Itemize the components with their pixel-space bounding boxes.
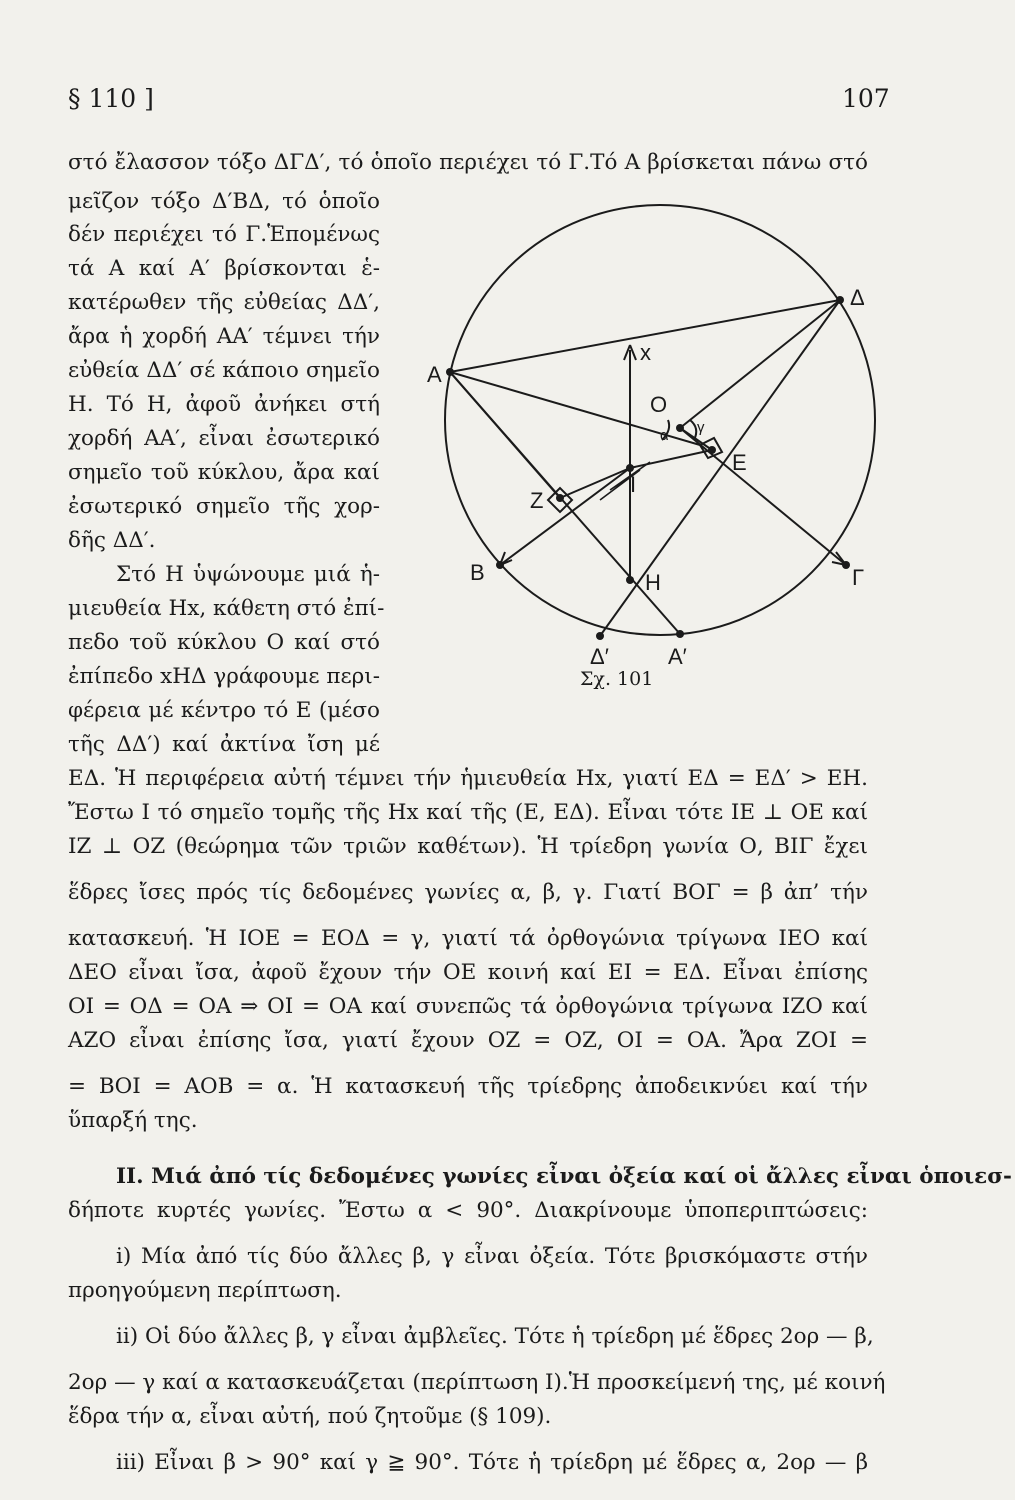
text-line: προηγούμενη περίπτωση. [68,1278,342,1303]
text-line: Η. Τό Η, ἀφοῦ ἀνήκει στή [68,392,380,417]
text-line: τά Α καί Α′ βρίσκονται ἑ- [68,256,380,281]
label-a-small: α [660,427,669,444]
text-line: ΟΙ = ΟΔ = ΟΑ ⇒ ΟΙ = ΟΑ καί συνεπῶς τά ὀρθογώνια τρίγωνα ΙΖΟ καί [68,994,868,1019]
arc-gamma [690,420,696,440]
line-a-z [450,372,560,498]
text-line: κατέρωθεν τῆς εὐθείας ΔΔ′, [68,290,380,315]
line-o-e [680,428,712,450]
point-o [676,424,684,432]
line-a-e [450,372,700,445]
text-line: κατασκευή. Ἡ ΙΟΕ = ΕΟΔ = γ, γιατί τά ὀρθογώνια τρίγωνα ΙΕΟ καί [68,926,868,951]
arrow-gamma [832,552,846,565]
point-e [708,446,716,454]
text-line: ΙΖ ⊥ ΟΖ (θεώρημα τῶν τριῶν καθέτων). Ἡ τρίεδρη γωνία Ο, ΒΙΓ ἔχει [68,834,868,859]
text-line: ἐσωτερικό σημεῖο τῆς χορ- [68,494,380,519]
text-line: i) Μία ἀπό τίς δύο ἄλλες β, γ εἶναι ὀξεία. Τότε βρισκόμαστε στήν [116,1244,868,1269]
label-o: Ο [650,392,668,417]
label-z: Ζ [530,488,544,513]
point-i [626,464,634,472]
text-line: Στό Η ὑψώνουμε μιά ἡ- [116,562,380,587]
line-z-i [560,468,630,498]
point-d [836,296,844,304]
text-line: πεδο τοῦ κύκλου Ο καί στό [68,630,380,655]
text-line: ἐπίπεδο xΗΔ γράφουμε περι- [68,664,380,689]
text-line: φέρεια μέ κέντρο τό Ε (μέσο [68,698,380,723]
subsection-heading: ΙΙ. Μιά ἀπό τίς δεδομένες γωνίες εἶναι ὀξεία καί οἱ ἄλλες εἶναι ὁποιεσ- [116,1164,1012,1189]
figure-caption: Σχ. 101 [580,668,654,690]
point-b [496,561,504,569]
text-line: ἕδρες ἴσες πρός τίς δεδομένες γωνίες α, β, γ. Γιατί ΒΟΓ = β ἀπ’ τήν [68,880,868,905]
section-header: § 110 ] [68,84,154,113]
label-delta: Δ [850,285,865,310]
text-line: ΑΖΟ εἶναι ἐπίσης ἴσα, γιατί ἔχουν ΟΖ = ΟΖ, ΟΙ = ΟΑ. Ἄρα ΖΟΙ = [68,1028,868,1053]
arrow-b [500,552,512,565]
label-b: Β [470,560,485,585]
arc-alpha [662,420,669,440]
text-line: δήποτε κυρτές γωνίες. Ἔστω α < 90°. Διακρίνουμε ὑποπεριπτώσεις: [68,1198,868,1223]
page-number: 107 [842,84,890,113]
label-h: Η [645,570,661,595]
text-line: ΔΕΟ εἶναι ἴσα, ἀφοῦ ἔχουν τήν ΟΕ κοινή καί ΕΙ = ΕΔ. Εἶναι ἐπίσης [68,960,868,985]
circle-o [445,205,875,635]
line-o-d [680,300,840,428]
text-line: μιευθεία Ηx, κάθετη στό ἐπί- [68,596,385,621]
line-a-aprime [450,372,680,634]
point-dprime [596,632,604,640]
text-line: στό ἔλασσον τόξο ΔΓΔ′, τό ὁποῖο περιέχει τό Γ.Τό Α βρίσκεται πάνω στό [68,150,868,175]
text-line: 2ορ — γ καί α κατασκευάζεται (περίπτωση Ι).Ἡ προσκείμενή της, μέ κοινή [68,1370,886,1395]
label-x: x [640,340,651,365]
text-line: ΕΔ. Ἡ περιφέρεια αὐτή τέμνει τήν ἡμιευθεία Ηx, γιατί ΕΔ = ΕΔ′ > ΕΗ. [68,766,868,791]
text-line: τῆς ΔΔ′) καί ἀκτίνα ἴση μέ [68,732,380,757]
text-line: iii) Εἶναι β > 90° καί γ ≧ 90°. Τότε ἡ τρίεδρη μέ ἕδρες α, 2ορ — β [116,1450,868,1475]
text-line: ὕπαρξή της. [68,1108,198,1133]
label-alpha-prime: Α′ [668,644,687,669]
line-i-b [500,468,630,565]
text-line: μεῖζον τόξο Δ′ΒΔ, τό ὁποῖο [68,189,380,214]
label-i: Ι [630,472,637,497]
text-line: σημεῖο τοῦ κύκλου, ἄρα καί [68,460,380,485]
label-delta-prime: Δ′ [590,644,609,669]
point-gamma [842,561,850,569]
text-line: χορδή ΑΑ′, εἶναι ἐσωτερικό [68,426,380,451]
label-e: Ε [732,450,747,475]
point-aprime [676,630,684,638]
line-i-e [630,450,712,468]
label-alpha: Α [427,362,442,387]
text-line: δέν περιέχει τό Γ.Ἑπομένως [68,222,380,247]
text-line: ii) Οἱ δύο ἄλλες β, γ εἶναι ἀμβλεῖες. Τότε ἡ τρίεδρη μέ ἕδρες 2ορ — β, [116,1324,874,1349]
line-d-dprime [600,300,840,636]
text-line: ἕδρα τήν α, εἶναι αὐτή, πού ζητοῦμε (§ 109). [68,1404,552,1429]
right-angle-e [700,438,722,458]
arrow-x [624,345,636,360]
point-a [446,368,454,376]
text-line: = ΒΟΙ = ΑΟΒ = α. Ἡ κατασκευή τῆς τρίεδρης ἀποδεικνύει καί τήν [68,1074,868,1099]
line-a-d [450,300,840,372]
text-line: δῆς ΔΔ′. [68,528,156,553]
lightning-arrow [600,462,650,500]
point-h [626,576,634,584]
point-z [556,494,564,502]
text-line: εὐθεία ΔΔ′ σέ κάποιο σημεῖο [68,358,380,383]
label-gamma-small: γ [697,419,705,436]
right-angle-z [548,488,572,512]
text-line: ἄρα ἡ χορδή ΑΑ′ τέμνει τήν [68,324,380,349]
text-line: Ἔστω Ι τό σημεῖο τομῆς τῆς Ηx καί τῆς (Ε, ΕΔ). Εἶναι τότε ΙΕ ⊥ ΟΕ καί [68,800,868,825]
label-gamma: Γ [852,565,865,590]
line-o-gamma [680,428,846,565]
